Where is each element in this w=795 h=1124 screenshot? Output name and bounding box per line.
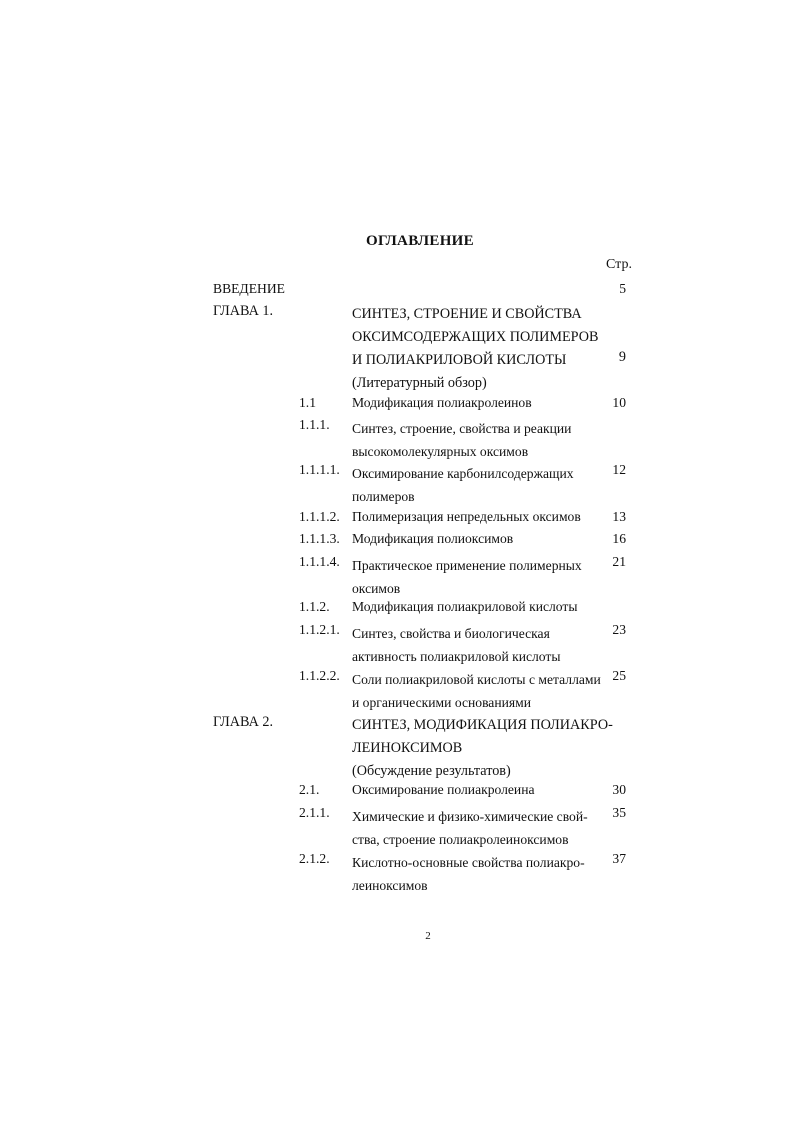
toc-entry-page: 12 [612, 462, 626, 477]
toc-entry-page: 23 [612, 622, 626, 637]
toc-entry-page: 10 [612, 395, 626, 410]
toc-entry-title [352, 805, 602, 851]
toc-entry-number: 1.1.1.1. [299, 462, 340, 477]
toc-entry-number: 1.1 [299, 395, 316, 410]
toc-entry-title-line: И ПОЛИАКРИЛОВОЙ КИСЛОТЫ [352, 352, 567, 368]
toc-entry-page: 35 [612, 805, 626, 820]
toc-entry-title-line: высокомолекулярных оксимов [352, 444, 529, 459]
toc-entry-title-line: Химические и физико-химические свой- [352, 809, 588, 824]
toc-entry-title-line: ства, строение полиакролеиноксимов [352, 832, 569, 847]
toc-entry-title-line: Соли полиакриловой кислоты с металлами [352, 672, 601, 687]
toc-entry-title [352, 622, 602, 668]
toc-entry-number: 1.1.1. [299, 417, 330, 432]
toc-entry-title [352, 395, 602, 411]
toc-entry-title-line: Оксимирование полиакролеина [352, 782, 535, 797]
toc-entry-title [352, 303, 602, 395]
toc-entry-number: 2.1. [299, 782, 320, 797]
toc-entry-title-line: Синтез, свойства и биологическая [352, 626, 550, 641]
toc-entry-label: ВВЕДЕНИЕ [213, 281, 285, 296]
page-column-header: Стр. [606, 257, 632, 272]
toc-entry-title [352, 509, 602, 525]
toc-entry-title-line: Модификация полиакриловой кислоты [352, 599, 578, 614]
toc-entry-page: 21 [612, 554, 626, 569]
toc-entry-title [352, 417, 602, 463]
toc-entry-title-line: Практическое применение полимерных [352, 558, 582, 573]
toc-entry-title-line: оксимов [352, 581, 401, 596]
toc-entry-label: ГЛАВА 1. [213, 303, 274, 319]
toc-entry-number: 1.1.1.4. [299, 554, 340, 569]
toc-entry-title [352, 851, 602, 897]
toc-entry-title-line: и органическими основаниями [352, 695, 532, 710]
toc-entry-title [352, 599, 602, 615]
toc-entry-title-line: Оксимирование карбонилсодержащих [352, 466, 574, 481]
toc-entry-title-line: Синтез, строение, свойства и реакции [352, 421, 572, 436]
toc-entry-page: 25 [612, 668, 626, 683]
toc-entry-number: 2.1.2. [299, 851, 330, 866]
toc-entry-number: 2.1.1. [299, 805, 330, 820]
toc-entry-title-line: ЛЕИНОКСИМОВ [352, 740, 463, 756]
toc-entry-title-line: СИНТЕЗ, СТРОЕНИЕ И СВОЙСТВА [352, 306, 582, 322]
toc-entry-title-line: Модификация полиакролеинов [352, 395, 532, 410]
toc-entry-title-line: леиноксимов [352, 878, 428, 893]
toc-entry-number: 1.1.1.3. [299, 531, 340, 546]
toc-entry-title [352, 531, 602, 547]
toc-entry-title [352, 462, 602, 508]
toc-entry-page: 30 [612, 782, 626, 797]
toc-entry-title [352, 782, 602, 798]
toc-entry-title-line: Кислотно-основные свойства полиакро- [352, 855, 585, 870]
toc-entry-number: 1.1.2.1. [299, 622, 340, 637]
toc-entry-page: 16 [612, 531, 626, 546]
toc-entry-page: 13 [612, 509, 626, 524]
toc-entry-number: 1.1.2.2. [299, 668, 340, 683]
toc-entry-page: 37 [612, 851, 626, 866]
toc-entry-title-line: Модификация полиоксимов [352, 531, 514, 546]
toc-entry-title-line: (Литературный обзор) [352, 375, 487, 391]
toc-entry-title-line: активность полиакриловой кислоты [352, 649, 561, 664]
toc-entry-title-line: ОКСИМСОДЕРЖАЩИХ ПОЛИМЕРОВ [352, 329, 599, 345]
toc-entry-page: 5 [619, 281, 626, 296]
toc-entry-title-line: СИНТЕЗ, МОДИФИКАЦИЯ ПОЛИАКРО- [352, 717, 613, 733]
toc-entry-number: 1.1.2. [299, 599, 330, 614]
toc-entry-title [352, 668, 602, 714]
page-title: ОГЛАВЛЕНИЕ [366, 233, 474, 249]
toc-entry-number: 1.1.1.2. [299, 509, 340, 524]
toc-entry-title [352, 554, 602, 600]
page-number: 2 [425, 930, 431, 942]
toc-entry-title-line: полимеров [352, 489, 415, 504]
toc-entry-title-line: Полимеризация непредельных оксимов [352, 509, 581, 524]
toc-entry-label: ГЛАВА 2. [213, 714, 274, 730]
toc-entry-title [352, 714, 613, 783]
toc-entry-page: 9 [618, 349, 626, 365]
toc-entry-title-line: (Обсуждение результатов) [352, 763, 511, 779]
